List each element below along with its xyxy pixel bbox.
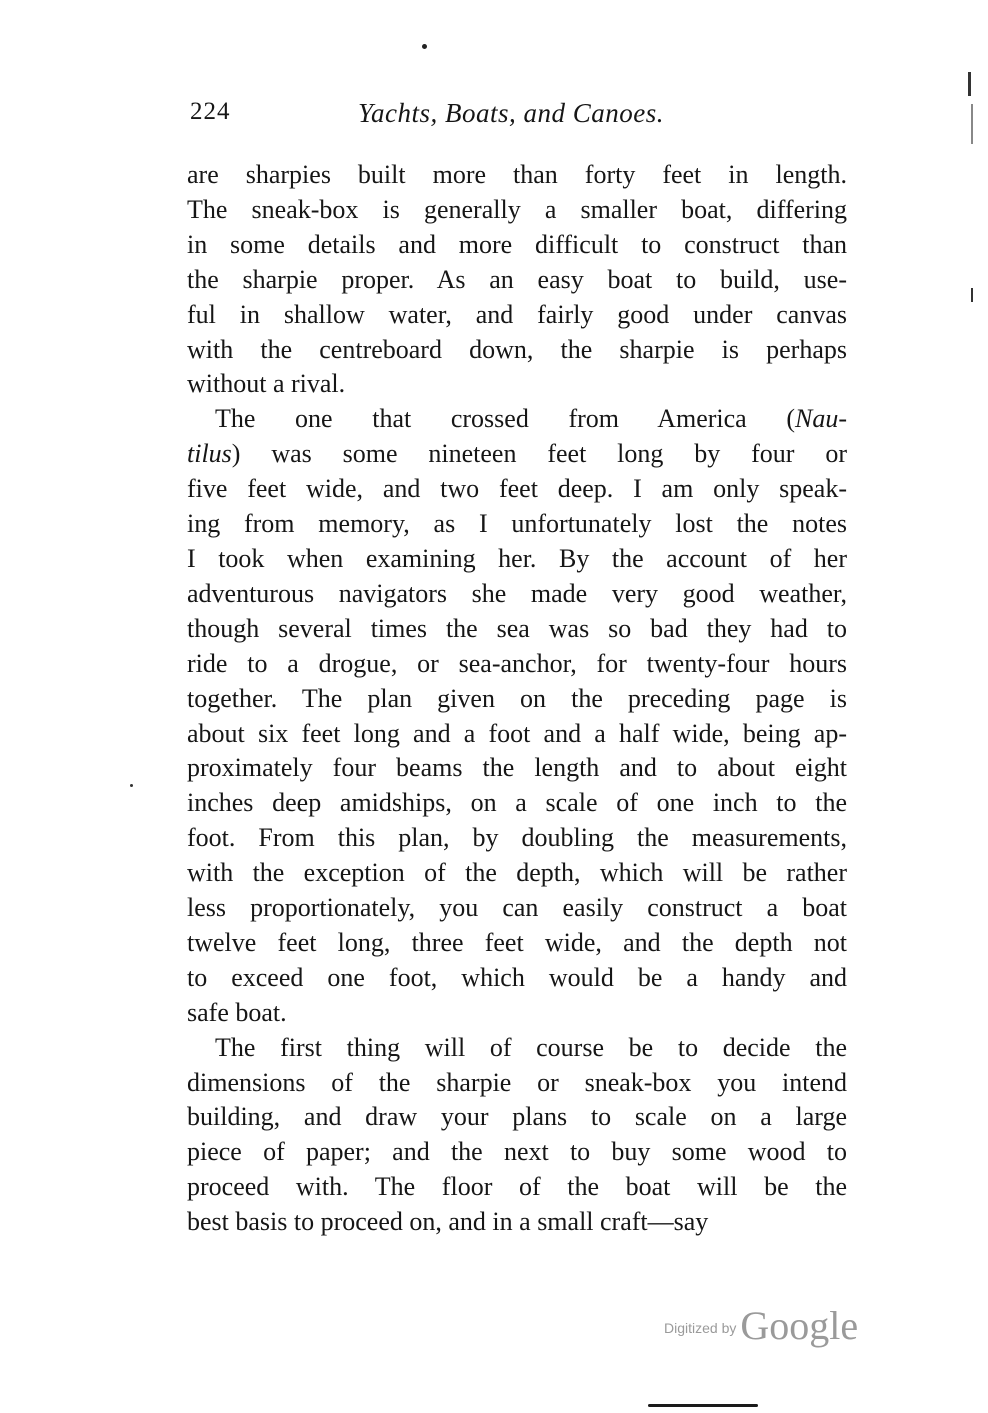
text-line: ful in shallow water, and fairly good under canvas — [187, 299, 847, 329]
text-line: building, and draw your plans to scale on a large — [187, 1102, 847, 1132]
scan-edge-mark — [971, 104, 973, 144]
text-line: though several times the sea was so bad they had to — [187, 613, 847, 643]
text-line: best basis to proceed on, and in a small craft—say — [187, 1207, 709, 1237]
body-text — [187, 158, 847, 1240]
text-line: without a rival. — [187, 369, 346, 399]
text-line: dimensions of the sharpie or sneak-box you intend — [187, 1067, 847, 1097]
text-line: proximately four beams the length and to about eight — [187, 753, 847, 783]
google-logo: Google — [740, 1303, 859, 1348]
text-line: five feet wide, and two feet deep. I am only speak- — [187, 474, 847, 504]
text-line: foot. From this plan, by doubling the measurements, — [187, 823, 847, 853]
digitized-watermark — [664, 1302, 858, 1349]
text-line: together. The plan given on the preceding page is — [187, 683, 847, 713]
text-line: safe boat. — [187, 997, 287, 1027]
page-number: 224 — [190, 98, 231, 125]
text-line: less proportionately, you can easily construct a boat — [187, 893, 847, 923]
text-line: with the centreboard down, the sharpie is perhaps — [187, 334, 847, 364]
text-line: inches deep amidships, on a scale of one inch to the — [187, 788, 847, 818]
scan-bottom-edge — [648, 1404, 758, 1407]
text-line: I took when examining her. By the account of her — [187, 543, 847, 573]
text-line: The one that crossed from America (Nau- — [215, 404, 847, 434]
text-line: ride to a drogue, or sea-anchor, for twenty-four hours — [187, 648, 847, 678]
text-line: are sharpies built more than forty feet in length. — [187, 160, 847, 189]
scan-speck — [130, 784, 133, 787]
text-line: with the exception of the depth, which will be rather — [187, 858, 847, 888]
text-line: the sharpie proper. As an easy boat to build, use- — [187, 264, 847, 294]
text-line: ing from memory, as I unfortunately lost the notes — [187, 509, 847, 539]
text-line: tilus) was some nineteen feet long by four or — [187, 439, 847, 469]
paragraph — [187, 158, 847, 402]
text-line: to exceed one foot, which would be a handy and — [187, 962, 847, 992]
paragraph — [187, 402, 847, 1030]
text-line: adventurous navigators she made very good weather, — [187, 578, 847, 608]
text-line: twelve feet long, three feet wide, and the depth not — [187, 927, 847, 957]
text-line: The first thing will of course be to decide the — [215, 1032, 847, 1062]
paragraph — [187, 1031, 847, 1240]
text-line: in some details and more difficult to construct than — [187, 229, 847, 259]
watermark-prefix: Digitized by — [664, 1320, 737, 1336]
scan-edge-mark — [971, 288, 973, 302]
text-line: proceed with. The floor of the boat will be the — [187, 1172, 847, 1202]
scan-speck — [422, 44, 427, 49]
page-header — [190, 98, 850, 138]
text-line: piece of paper; and the next to buy some wood to — [187, 1137, 847, 1167]
text-line: The sneak-box is generally a smaller boat, differing — [187, 194, 847, 224]
scan-edge-mark — [968, 72, 971, 96]
running-title: Yachts, Boats, and Canoes. — [358, 98, 665, 128]
text-line: about six feet long and a foot and a half wide, being ap- — [187, 718, 847, 748]
